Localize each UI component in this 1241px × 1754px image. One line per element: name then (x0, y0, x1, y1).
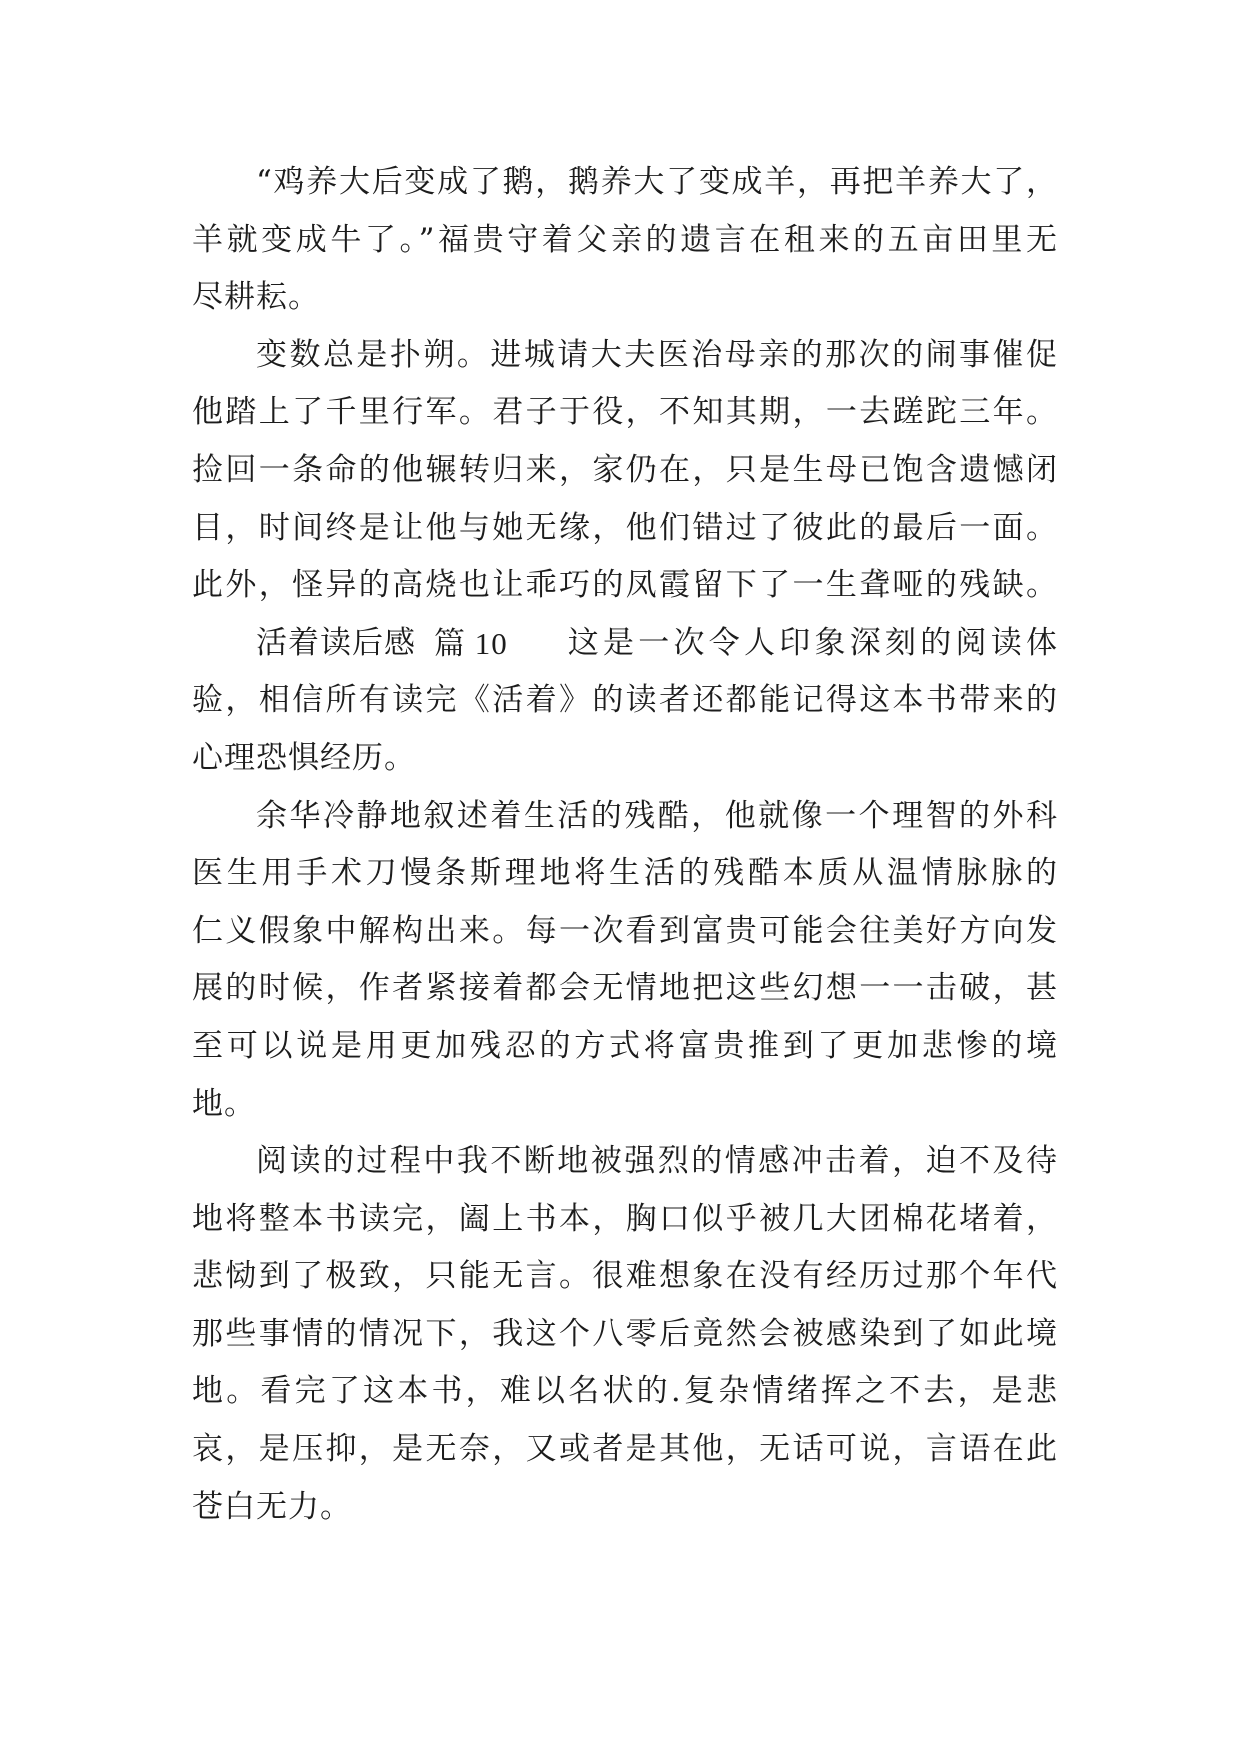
text-line: 仁义假象中解构出来。每一次看到富贵可能会往美好方向发 (192, 912, 1058, 949)
text-line: 此外，怪异的高烧也让乖巧的凤霞留下了一生聋哑的残缺。 (192, 567, 1058, 604)
text-line: “鸡养大后变成了鹅，鹅养大了变成羊，再把羊养大了， (256, 164, 1058, 200)
text-line: 验，相信所有读完《活着》的读者还都能记得这本书带来的 (192, 682, 1058, 719)
section-heading-line (192, 615, 1058, 673)
text-line: 那些事情的情况下，我这个八零后竟然会被感染到了如此境 (192, 1315, 1058, 1352)
text-line: 至可以说是用更加残忍的方式将富贵推到了更加悲惨的境 (192, 1027, 1058, 1064)
text-line: 尽耕耘。 (192, 279, 320, 316)
text-line: 捡回一条命的他辗转归来，家仍在，只是生母已饱含遗憾闭 (192, 451, 1058, 488)
text-line: 医生用手术刀慢条斯理地将生活的残酷本质从温情脉脉的 (192, 855, 1058, 892)
text-line: 羊就变成牛了。”福贵守着父亲的遗言在租来的五亩田里无 (192, 221, 1058, 258)
text-line: 地。 (192, 1085, 256, 1122)
text-line: 他踏上了千里行军。君子于役，不知其期，一去蹉跎三年。 (192, 394, 1058, 431)
section-title: 活着读后感 (256, 624, 416, 661)
paragraph (192, 788, 1058, 1134)
text-line: 哀，是压抑，是无奈，又或者是其他，无话可说，言语在此 (192, 1431, 1058, 1468)
text-line: 心理恐惧经历。 (192, 739, 416, 776)
paragraph (192, 1133, 1058, 1536)
text-line: 目，时间终是让他与她无缘，他们错过了彼此的最后一面。 (192, 509, 1058, 546)
paragraph (192, 327, 1058, 615)
text-line: 悲恸到了极致，只能无言。很难想象在没有经历过那个年代 (192, 1258, 1058, 1295)
article-body (192, 154, 1058, 1536)
paragraph (192, 154, 1058, 327)
text-line: 展的时候，作者紧接着都会无情地把这些幻想一一击破，甚 (192, 970, 1058, 1007)
text-line: 地。看完了这本书，难以名状的.复杂情绪挥之不去，是悲 (192, 1373, 1058, 1410)
text-line: 变数总是扑朔。进城请大夫医治母亲的那次的闹事催促 (256, 336, 1058, 373)
text-line: 这是一次令人印象深刻的阅读体 (567, 624, 1058, 661)
text-line: 地将整本书读完，阖上书本，胸口似乎被几大团棉花堵着， (192, 1200, 1058, 1237)
section-number: 篇 10 (434, 625, 508, 661)
text-line: 苍白无力。 (192, 1488, 352, 1525)
text-line: 阅读的过程中我不断地被强烈的情感冲击着，迫不及待 (256, 1143, 1058, 1180)
paragraph (192, 615, 1058, 788)
text-line: 余华冷静地叙述着生活的残酷，他就像一个理智的外科 (256, 797, 1058, 834)
